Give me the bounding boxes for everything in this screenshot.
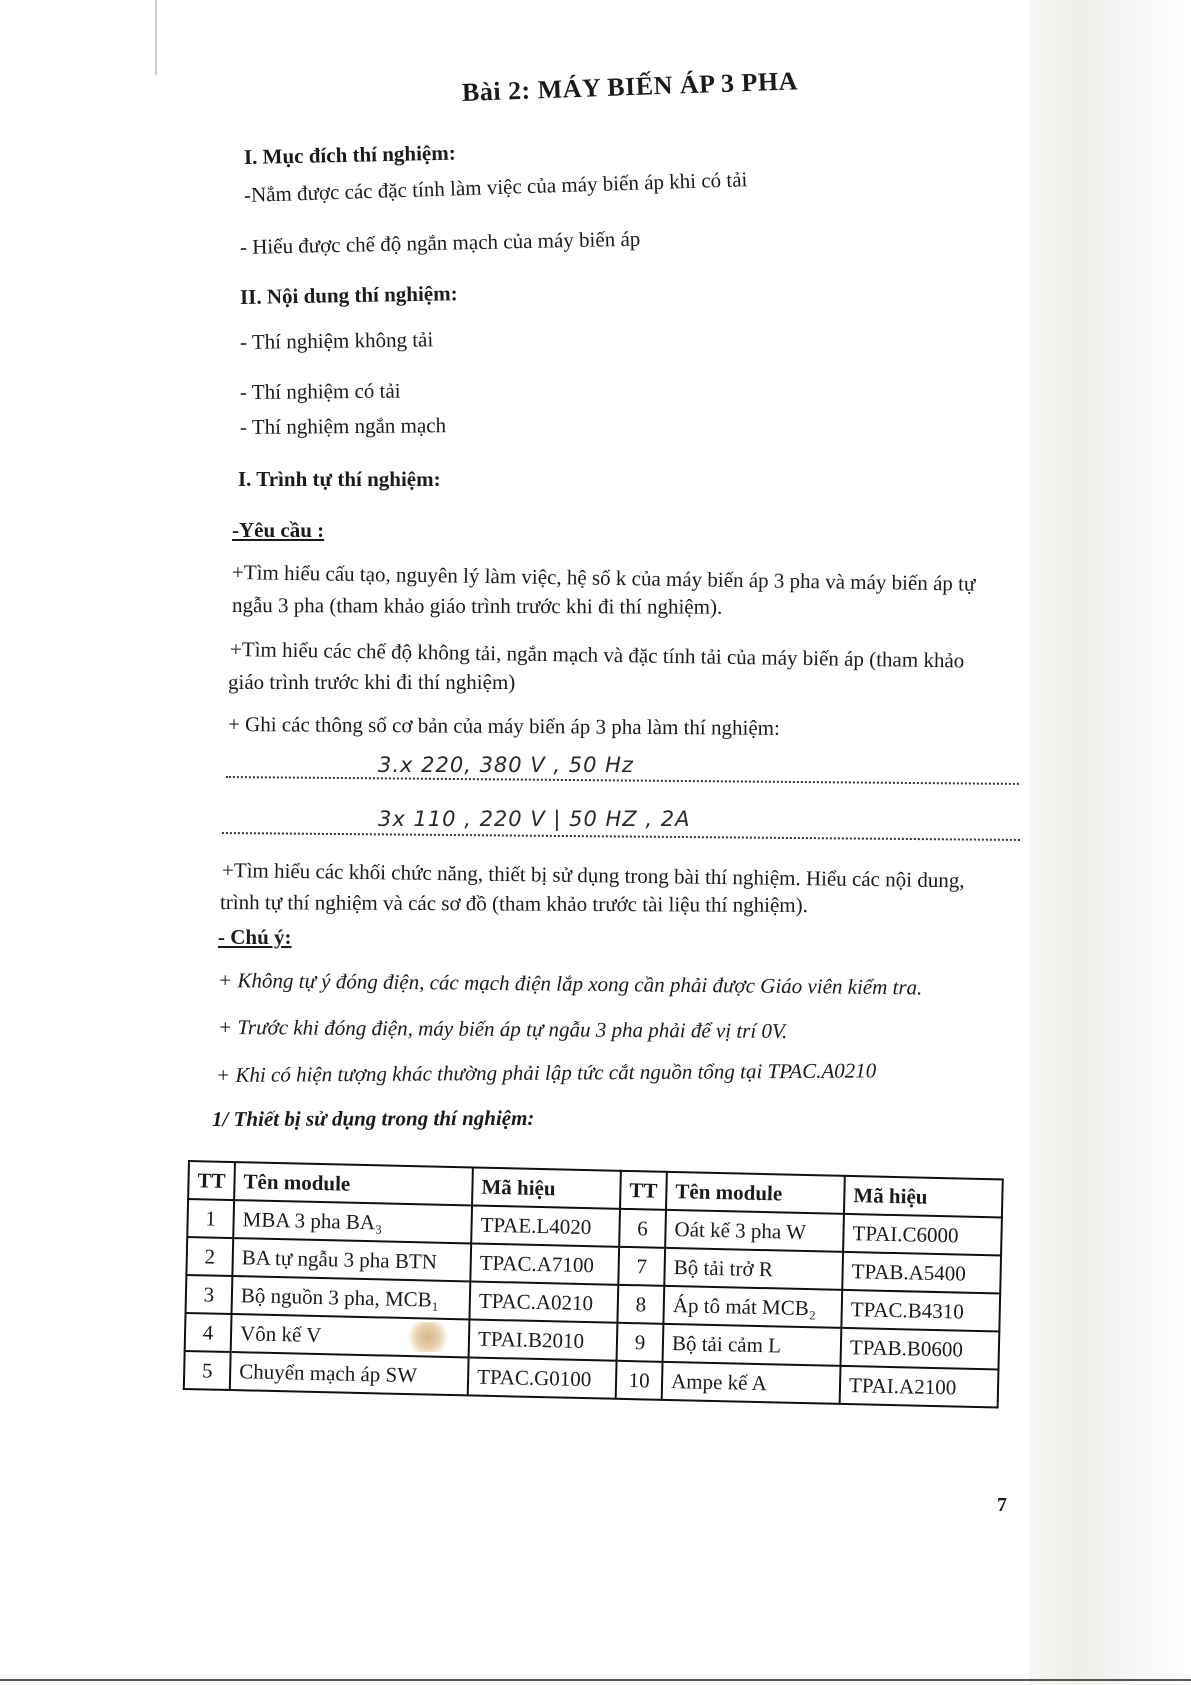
cell-code-2: TPAI.A2100 (840, 1366, 999, 1408)
section1-item-2: - Hiểu được chế độ ngắn mạch của máy biến áp (239, 226, 641, 259)
section2-heading: II. Nội dung thí nghiệm: (239, 281, 458, 309)
cell-tt-2: 10 (616, 1361, 663, 1400)
section2-item-1: - Thí nghiệm không tải (239, 327, 434, 354)
note-3: + Khi có hiện tượng khác thường phải lập tức cắt nguồn tổng tại TPAC.A0210 (215, 1058, 877, 1087)
cell-module-name: BA tự ngẫu 3 pha BTN (232, 1238, 471, 1281)
requirement-1-line-1: +Tìm hiểu cấu tạo, nguyên lý làm việc, hệ số k của máy biến áp 3 pha và máy biến áp tự (231, 560, 976, 596)
cell-module-name: Vôn kế V (231, 1314, 470, 1357)
header-module-name-2: Tên module (666, 1172, 845, 1214)
cell-code-2: TPAB.A5400 (842, 1252, 1001, 1294)
cell-module-name-2: Bộ tải trở R (664, 1248, 843, 1290)
section1-item-1: -Nắm được các đặc tính làm việc của máy biến áp khi có tải (243, 167, 748, 207)
cell-tt-2: 7 (618, 1247, 665, 1286)
header-tt: TT (188, 1161, 235, 1200)
requirement-2-line-1: +Tìm hiểu các chế độ không tải, ngắn mạch và đặc tính tải của máy biến áp (tham khảo (229, 637, 965, 673)
note-2: + Trước khi đóng điện, máy biến áp tự ngẫu 3 pha phải để vị trí 0V. (217, 1015, 788, 1043)
requirement-4-line-1: +Tìm hiểu các khối chức năng, thiết bị sử dụng trong bài thí nghiệm. Hiểu các nội dung, (221, 858, 965, 893)
binding-edge (155, 0, 157, 75)
page-right-bleed (1030, 0, 1191, 1685)
requirement-4-line-2: trình tự thí nghiệm và các sơ đồ (tham khảo trước tài liệu thí nghiệm). (219, 890, 808, 918)
requirement-label: -Yêu cầu : (232, 518, 325, 542)
cell-tt-2: 9 (617, 1323, 664, 1362)
equipment-table (183, 1160, 1004, 1408)
cell-module-name-2: Bộ tải cảm L (663, 1324, 842, 1366)
section2-item-3: - Thí nghiệm ngắn mạch (239, 413, 447, 439)
page-left-margin (0, 0, 160, 1685)
cell-module-name: Bộ nguồn 3 pha, MCB₁ (232, 1276, 471, 1319)
cell-tt-2: 8 (617, 1285, 664, 1324)
cell-code-2: TPAB.B0600 (841, 1328, 1000, 1370)
page-title: Bài 2: MÁY BIẾN ÁP 3 PHA (461, 66, 799, 107)
cell-code-2: TPAC.B4310 (841, 1290, 1000, 1332)
handwritten-parameters-2: 3x 110 , 220 V | 50 HZ , 2A (378, 807, 691, 831)
cell-tt-2: 6 (619, 1209, 666, 1248)
paper-stain (405, 1322, 451, 1352)
cell-module-name-2: Ampe kế A (662, 1362, 841, 1404)
cell-module-name: MBA 3 pha BA₃ (233, 1200, 472, 1243)
cell-code: TPAC.A0210 (469, 1281, 618, 1322)
cell-module-name: Chuyển mạch áp SW (230, 1352, 469, 1395)
requirement-2-line-2: giáo trình trước khi đi thí nghiệm) (228, 670, 516, 694)
header-module-name: Tên module (234, 1162, 473, 1205)
cell-tt: 1 (187, 1199, 234, 1238)
cell-code: TPAI.B2010 (469, 1319, 618, 1360)
equipment-heading: 1/ Thiết bị sử dụng trong thí nghiệm: (211, 1105, 535, 1131)
section1-heading: I. Mục đích thí nghiệm: (243, 140, 456, 169)
header-code-2: Mã hiệu (844, 1176, 1003, 1218)
cell-tt: 2 (186, 1237, 233, 1276)
note-label: - Chú ý: (218, 925, 292, 949)
note-1: + Không tự ý đóng điện, các mạch điện lắp xong cần phải được Giáo viên kiểm tra. (217, 968, 923, 1000)
cell-module-name-2: Áp tô mát MCB₂ (663, 1286, 842, 1328)
requirement-3: + Ghi các thông số cơ bản của máy biến áp 3 pha làm thí nghiệm: (227, 712, 780, 740)
page-number: 7 (997, 1494, 1007, 1516)
cell-tt: 5 (184, 1351, 231, 1390)
header-code: Mã hiệu (472, 1167, 621, 1208)
header-tt-2: TT (620, 1171, 667, 1210)
section2-item-2: - Thí nghiệm có tải (239, 378, 401, 404)
cell-tt: 3 (186, 1275, 233, 1314)
cell-code: TPAE.L4020 (471, 1205, 620, 1246)
handwritten-parameters-1: 3.x 220, 380 V , 50 Hz (378, 753, 634, 777)
cell-code-2: TPAI.C6000 (843, 1214, 1002, 1256)
cell-tt: 4 (185, 1313, 232, 1352)
section3-heading: I. Trình tự thí nghiệm: (238, 467, 441, 491)
cell-code: TPAC.A7100 (470, 1243, 619, 1284)
page-bottom-edge (0, 1679, 1191, 1681)
requirement-1-line-2: ngẫu 3 pha (tham khảo giáo trình trước khi đi thí nghiệm). (231, 593, 723, 619)
cell-code: TPAC.G0100 (468, 1357, 617, 1398)
cell-module-name-2: Oát kế 3 pha W (665, 1210, 844, 1252)
